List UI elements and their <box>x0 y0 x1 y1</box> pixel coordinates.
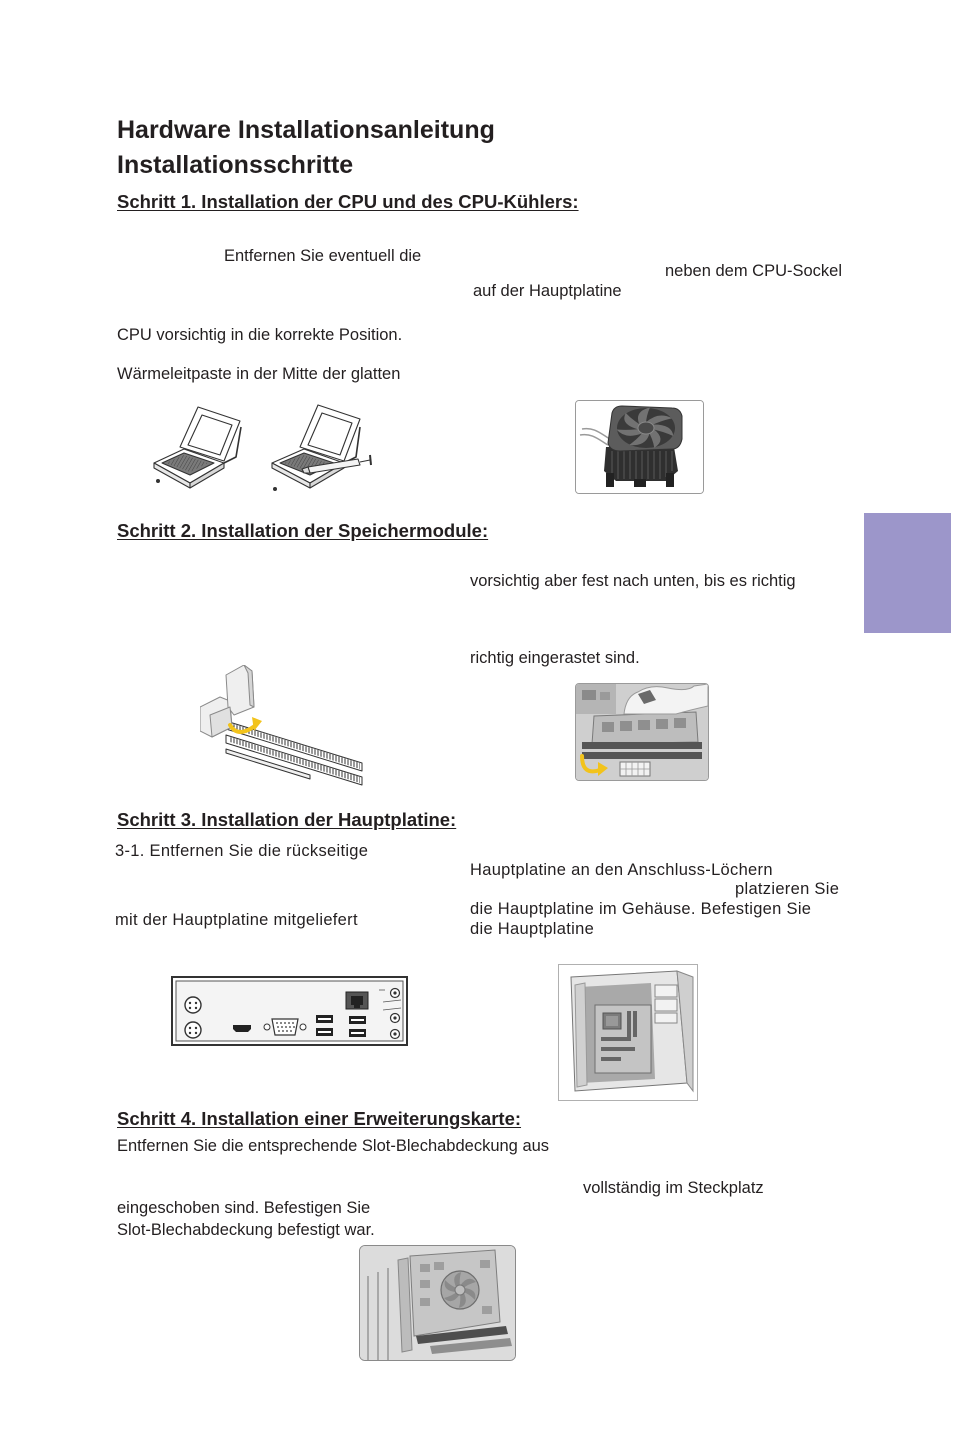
step-1-text-5: Wärmeleitpaste in der Mitte der glatten <box>117 365 401 383</box>
step-1-text-3: auf der Hauptplatine <box>473 282 622 300</box>
step-3-text-4: die Hauptplatine im Gehäuse. Befestigen Sie <box>470 900 812 918</box>
step-4-text-3: eingeschoben sind. Befestigen Sie <box>117 1199 371 1217</box>
usb-port <box>316 1028 333 1036</box>
memory-slot-illustration <box>200 665 363 787</box>
audio-jack <box>391 1030 400 1039</box>
side-tab <box>864 513 951 633</box>
cpu-thermal-paste-illustration <box>268 403 376 493</box>
usb-port <box>349 1029 366 1037</box>
step-2-text-1: vorsichtig aber fest nach unten, bis es richtig <box>470 572 796 590</box>
audio-jack <box>391 1014 400 1023</box>
step-4-heading: Schritt 4. Installation einer Erweiterungskarte: <box>117 1108 522 1129</box>
step-3-text-2: Hauptplatine an den Anschluss-Löchern <box>470 861 773 879</box>
step-1-text-4: CPU vorsichtig in die korrekte Position. <box>117 326 403 344</box>
step-3-text-3: platzieren Sie <box>735 880 840 898</box>
usb-port <box>316 1015 333 1023</box>
step-3-heading: Schritt 3. Installation der Hauptplatine: <box>117 809 457 830</box>
step-1-text-1: Entfernen Sie eventuell die <box>224 247 422 265</box>
ps2-port <box>185 997 201 1013</box>
step-4-text-1: Entfernen Sie die entsprechende Slot-Blechabdeckung aus <box>117 1137 550 1155</box>
case-mounting-photo <box>558 964 698 1101</box>
step-3-text-1: 3-1. Entfernen Sie die rückseitige <box>115 842 369 860</box>
cooler-fan <box>608 406 682 451</box>
cpu-cooler-photo <box>575 400 704 494</box>
io-shield-illustration <box>171 976 408 1046</box>
drive-bays <box>655 985 677 1023</box>
usb-port <box>349 1016 366 1024</box>
ps2-port <box>185 1022 201 1038</box>
step-3-text-5: mit der Hauptplatine mitgeliefert <box>115 911 358 929</box>
page-title: Hardware Installationsanleitung <box>117 116 495 144</box>
step-3-text-6: die Hauptplatine <box>470 920 595 938</box>
page-subtitle: Installationsschritte <box>117 151 354 179</box>
memory-slot <box>582 742 702 749</box>
memory-slot <box>582 752 702 759</box>
step-4-text-2: vollständig im Steckplatz <box>583 1179 764 1197</box>
hdmi-port <box>233 1025 251 1032</box>
step-4-text-4: Slot-Blechabdeckung befestigt war. <box>117 1221 375 1239</box>
memory-latch <box>200 665 254 737</box>
cpu-socket-illustration <box>150 405 246 492</box>
lan-port <box>346 992 368 1009</box>
step-1-heading: Schritt 1. Installation der CPU und des CPU-Kühlers: <box>117 191 579 212</box>
step-2-text-2: richtig eingerastet sind. <box>470 649 640 667</box>
step-1-text-2: neben dem CPU-Sockel <box>665 262 843 280</box>
expansion-card-photo <box>359 1245 516 1361</box>
step-2-heading: Schritt 2. Installation der Speichermodule: <box>117 520 489 541</box>
audio-jack <box>391 989 400 998</box>
card-fan <box>441 1271 479 1310</box>
memory-install-photo <box>575 683 709 781</box>
